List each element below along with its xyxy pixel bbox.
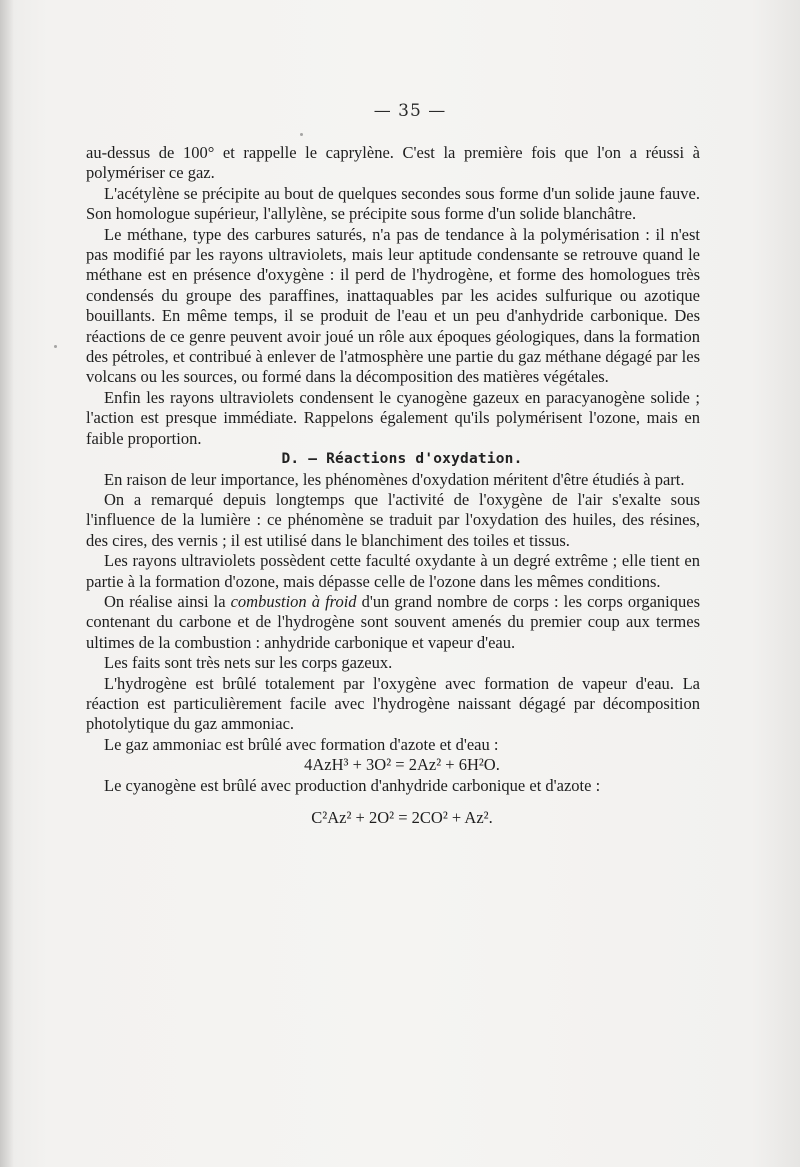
- combustion-text-after: d'un grand nombre de corps : les corps organiques contenant du carbone et de l'hydrogène sont souvent amenés du premier coup aux termes ultimes de la combustion : anhydride carbonique et vapeur d'eau.: [86, 591, 700, 652]
- paper-speck: [300, 133, 303, 136]
- body-text: [86, 143, 700, 828]
- page-number: — 35 —: [373, 101, 447, 121]
- paragraph-4: Enfin les rayons ultraviolets condensent le cyanogène gazeux en paracyanogène solide ; l'action est presque immédiate. Rappelons également qu'ils polymérisent l'ozone, mais en faible proportion.: [86, 387, 700, 448]
- paragraph-9: L'hydrogène est brûlé totalement par l'oxygène avec formation de vapeur d'eau. La réaction est particulièrement facile avec l'hydrogène naissant dégagé par décomposition photolytique du gaz ammoniac.: [86, 673, 700, 734]
- paragraph-3: Le méthane, type des carbures saturés, n'a pas de tendance à la polymérisation : il n'est pas modifié par les rayons ultraviolets, mais leur aptitude condensante se retrouve quand le méthane est en présence d'oxygène : il perd de l'hydrogène, et forme des homologues très condensés du groupe des paraffines, inattaquables par les acides sulfurique ou azotique bouillants. En même temps, il se produit de l'eau et un peu d'anhydride carbonique. Des réactions de ce genre peuvent avoir joué un rôle aux époques géologiques, dans la formation des pétroles, et contribué à enlever de l'atmosphère une partie du gaz méthane dégagé par les volcans ou les sources, ou formé dans la décomposition des matières végétales.: [86, 224, 700, 387]
- paper-speck: [54, 345, 57, 348]
- page-spine-shadow: [0, 0, 14, 1167]
- paragraph-cyanogene: Le cyanogène est brûlé avec production d'anhydride carbonique et d'azote :: [104, 775, 601, 795]
- paragraph-8: Les faits sont très nets sur les corps gazeux.: [104, 653, 393, 673]
- paragraph-7: Les rayons ultraviolets possèdent cette faculté oxydante à un degré extrême ; elle tient en partie à la formation d'ozone, mais dépasse celle de l'ozone dans les mêmes conditions.: [86, 551, 700, 591]
- paragraph-6: On a remarqué depuis longtemps que l'activité de l'oxygène de l'air s'exalte sous l'influence de la lumière : ce phénomène se traduit par l'oxydation des huiles, des résines, des cires, des vernis ; il est utilisé dans le blanchiment des toiles et tissus.: [86, 489, 700, 550]
- combustion-text-before: On réalise ainsi la: [104, 591, 231, 611]
- paragraph-combustion: [86, 592, 700, 653]
- combustion-italic-term: combustion à froid: [230, 591, 357, 611]
- equation-cyanogene: C²Az² + 2O² = 2CO² + Az².: [311, 808, 493, 827]
- paragraph-10: Le gaz ammoniac est brûlé avec formation d'azote et d'eau :: [104, 734, 499, 754]
- paragraph-2: L'acétylène se précipite au bout de quelques secondes sous forme d'un solide jaune fauve. Son homologue supérieur, l'allylène, se précipite sous forme d'un solide blanchâtre.: [86, 183, 700, 224]
- paragraph-1: au-dessus de 100° et rappelle le caprylène. C'est la première fois que l'on a réussi à polymériser ce gaz.: [86, 143, 700, 183]
- section-heading: D. — Réactions d'oxydation.: [281, 451, 523, 468]
- equation-ammoniac: 4AzH³ + 3O² = 2Az² + 6H²O.: [304, 755, 500, 775]
- paragraph-5: En raison de leur importance, les phénomènes d'oxydation méritent d'être étudiés à part.: [104, 469, 685, 489]
